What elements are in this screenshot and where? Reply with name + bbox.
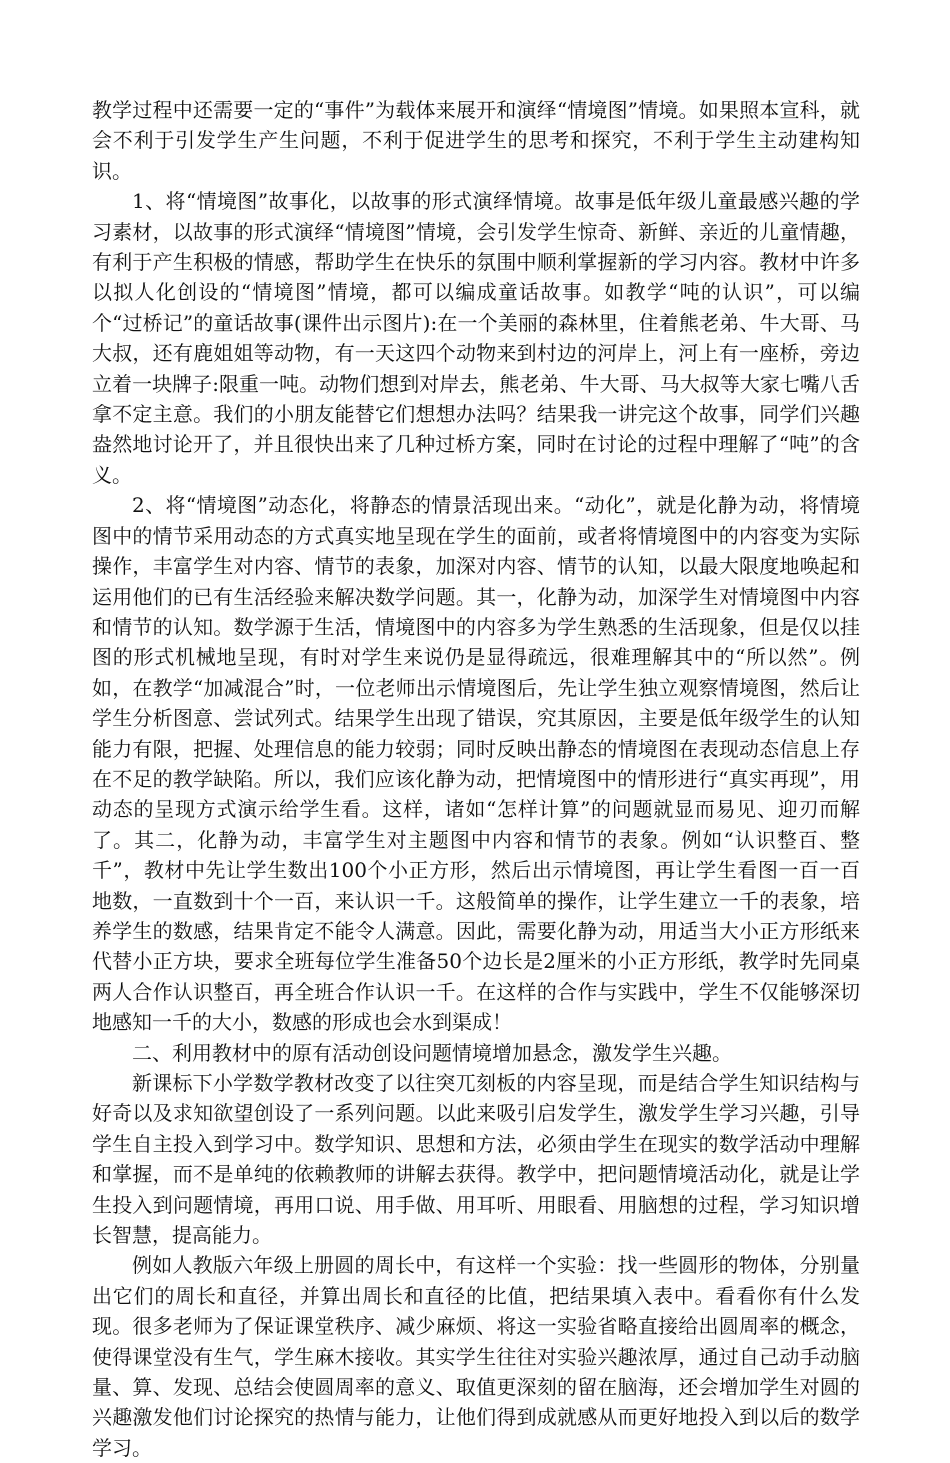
paragraph-dynamic-method: 2、将“情境图”动态化，将静态的情景活现出来。“动化”，就是化静为动，将情境图中的情节采用动态的方式真实地呈现在学生的面前，或者将情境图中的内容变为实际操作，丰富学生对内容、情节的表象，加深对内容、情节的认知，以最大限度地唤起和运用他们的已有生活经验来解决数学问题。其一，化静为动，加深学生对情境图中内容和情节的认知。数学源于生活，情境图中的内容多为学生熟悉的生活现象，但是仅以挂图的形式机械地呈现，有时对学生来说仍是显得疏远，很难理解其中的“所以然”。例如，在教学“加减混合”时，一位老师出示情境图后，先让学生独立观察情境图，然后让学生分析图意、尝试列式。结果学生出现了错误，究其原因，主要是低年级学生的认知能力有限，把握、处理信息的能力较弱；同时反映出静态的情境图在表现动态信息上存在不足的教学缺陷。所以，我们应该化静为动，把情境图中的情形进行“真实再现”，用动态的呈现方式演示给学生看。这样，诸如“怎样计算”的问题就显而易见、迎刃而解了。其二，化静为动，丰富学生对主题图中内容和情节的表象。例如“认识整百、整千”，教材中先让学生数出100个小正方形，然后出示情境图，再让学生看图一百一百地数，一直数到十个一百，来认识一千。这般简单的操作，让学生建立一千的表象，培养学生的数感，结果肯定不能令人满意。因此，需要化静为动，用适当大小正方形纸来代替小正方块，要求全班每位学生准备50个边长是2厘米的小正方形纸，教学时先同桌两人合作认识整百，再全班合作认识一千。在这样的合作与实践中，学生不仅能够深切地感知一千的大小，数感的形成也会水到渠成！ (92, 493, 860, 1035)
document-page (92, 95, 860, 1463)
paragraph-circle-example: 例如人教版六年级上册圆的周长中，有这样一个实验：找一些圆形的物体，分别量出它们的周长和直径，并算出周长和直径的比值，把结果填入表中。看看你有什么发现。很多老师为了保证课堂秩序、减少麻烦、将这一实验省略直接给出圆周率的概念，使得课堂没有生气，学生麻木接收。其实学生往往对实验兴趣浓厚，通过自己动手动脑量、算、发现、总结会使圆周率的意义、取值更深刻的留在脑海，还会增加学生对圆的兴趣激发他们讨论探究的热情与能力，让他们得到成就感从而更好地投入到以后的数学学习。 (92, 1253, 860, 1460)
paragraph-intro: 教学过程中还需要一定的“事件”为载体来展开和演绎“情境图”情境。如果照本宣科，就会不利于引发学生产生问题，不利于促进学生的思考和探究，不利于学生主动建构知识。 (92, 98, 860, 183)
paragraph-story-method: 1、将“情境图”故事化，以故事的形式演绎情境。故事是低年级儿童最感兴趣的学习素材，以故事的形式演绎“情境图”情境，会引发学生惊奇、新鲜、亲近的儿童情趣，有利于产生积极的情感，帮助学生在快乐的氛围中顺利掌握新的学习内容。教材中许多以拟人化创设的“情境图”情境，都可以编成童话故事。如教学“吨的认识”，可以编个“过桥记”的童话故事(课件出示图片):在一个美丽的森林里，住着熊老弟、牛大哥、马大叔，还有鹿姐姐等动物，有一天这四个动物来到村边的河岸上，河上有一座桥，旁边立着一块牌子:限重一吨。动物们想到对岸去，熊老弟、牛大哥、马大叔等大家七嘴八舌拿不定主意。我们的小朋友能替它们想想办法吗？结果我一讲完这个故事，同学们兴趣盎然地讨论开了，并且很快出来了几种过桥方案，同时在讨论的过程中理解了“吨”的含义。 (92, 189, 860, 487)
section-heading-two: 二、利用教材中的原有活动创设问题情境增加悬念，激发学生兴趣。 (132, 1040, 732, 1065)
paragraph-curriculum: 新课标下小学数学教材改变了以往突兀刻板的内容呈现，而是结合学生知识结构与好奇以及求知欲望创设了一系列问题。以此来吸引启发学生，激发学生学习兴趣，引导学生自主投入到学习中。数学知识、思想和方法，必须由学生在现实的数学活动中理解和掌握，而不是单纯的依赖教师的讲解去获得。教学中，把问题情境活动化，就是让学生投入到问题情境，再用口说、用手做、用耳听、用眼看、用脑想的过程，学习知识增长智慧，提高能力。 (92, 1071, 860, 1248)
